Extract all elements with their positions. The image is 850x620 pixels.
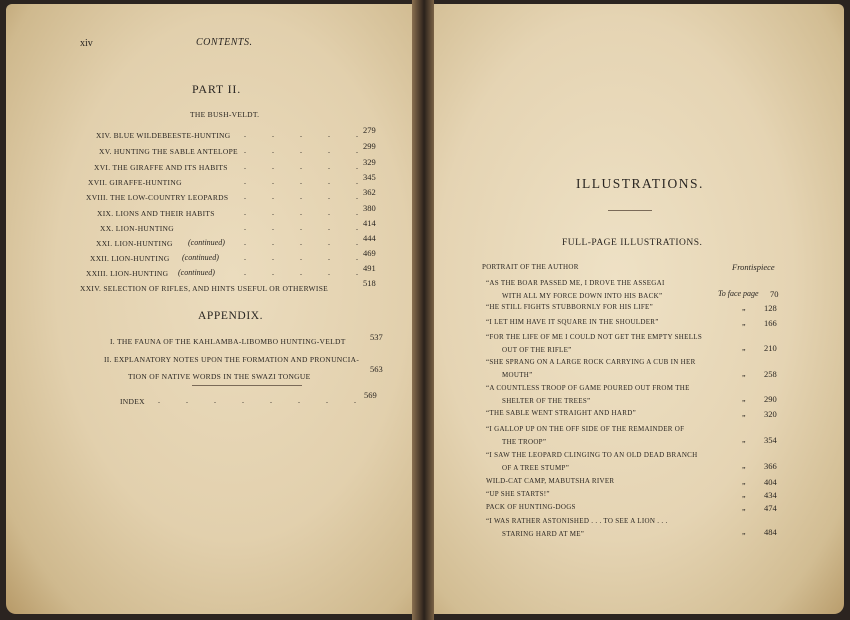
index-label: INDEX (120, 397, 145, 406)
illustration-page: 474 (764, 503, 777, 513)
page-number: xiv (80, 38, 93, 49)
contents-page: 491 (363, 263, 376, 273)
ditto-mark: „ (742, 409, 746, 418)
ditto-mark: „ (742, 490, 746, 499)
part-heading: PART II. (192, 82, 242, 96)
ditto-mark: „ (742, 303, 746, 312)
illustration-caption: “AS THE BOAR PASSED ME, I DROVE THE ASSEGAI (486, 279, 665, 287)
illustration-page: 484 (764, 527, 777, 537)
contents-label: XIX. LIONS AND THEIR HABITS (97, 209, 215, 218)
index-page: 569 (364, 390, 377, 400)
illustration-caption: PORTRAIT OF THE AUTHOR (482, 263, 579, 271)
divider-rule (192, 385, 302, 386)
ditto-mark: „ (742, 369, 746, 378)
contents-page: 469 (363, 248, 376, 258)
illustrations-title: ILLUSTRATIONS. (576, 176, 704, 191)
illustration-page: 166 (764, 318, 777, 328)
ditto-mark: „ (742, 394, 746, 403)
contents-page: 380 (363, 203, 376, 213)
illustration-caption: “I GALLOP UP ON THE OFF SIDE OF THE REMAINDER OF (486, 425, 685, 433)
contents-page: 444 (363, 233, 376, 243)
index-leader: . . . . . . . . (158, 396, 368, 405)
ditto-mark: „ (742, 435, 746, 444)
contents-page: 279 (363, 125, 376, 135)
contents-label: XXI. LION-HUNTING (96, 239, 173, 248)
contents-label: XVIII. THE LOW-COUNTRY LEOPARDS (86, 193, 229, 202)
illustration-caption: “A COUNTLESS TROOP OF GAME POURED OUT FROM THE (486, 384, 690, 392)
contents-leader: . . . . . (244, 238, 370, 247)
ditto-mark: „ (742, 477, 746, 486)
part-subtitle: THE BUSH-VELDT. (190, 110, 260, 119)
contents-leader: . . . . . (244, 177, 370, 186)
illustration-caption: “UP SHE STARTS!” (486, 490, 550, 498)
illustration-page: 290 (764, 394, 777, 404)
ditto-mark: „ (742, 318, 746, 327)
contents-leader: . . . . . (244, 223, 370, 232)
illustration-caption-cont: MOUTH” (502, 371, 533, 379)
contents-label: XVI. THE GIRAFFE AND ITS HABITS (94, 163, 228, 172)
contents-page: 329 (363, 157, 376, 167)
contents-note: (continued) (188, 238, 225, 247)
illustration-page: Frontispiece (732, 262, 775, 272)
illustrations-subtitle: FULL-PAGE ILLUSTRATIONS. (562, 238, 703, 248)
ditto-mark: „ (742, 461, 746, 470)
contents-label: XXIV. SELECTION OF RIFLES, AND HINTS USEFUL OR OTHERWISE (80, 284, 329, 293)
illustration-caption: “HE STILL FIGHTS STUBBORNLY FOR HIS LIFE” (486, 303, 654, 311)
illustration-page-prefix: To face page (718, 289, 759, 298)
contents-page: 299 (363, 141, 376, 151)
ditto-mark: „ (742, 527, 746, 536)
ditto-mark: „ (742, 343, 746, 352)
title-rule (608, 210, 652, 211)
contents-note: (continued) (182, 253, 219, 262)
illustration-caption: “FOR THE LIFE OF ME I COULD NOT GET THE EMPTY SHELLS (486, 333, 703, 341)
illustration-caption-cont: SHELTER OF THE TREES” (502, 397, 591, 405)
contents-leader: . . . . . (244, 253, 370, 262)
illustration-caption-cont: WITH ALL MY FORCE DOWN INTO HIS BACK” (502, 292, 663, 300)
contents-note: (continued) (178, 268, 215, 277)
illustration-page: 210 (764, 343, 777, 353)
contents-page: 414 (363, 218, 376, 228)
contents-leader: . . . . . (244, 192, 370, 201)
illustration-caption: “SHE SPRANG ON A LARGE ROCK CARRYING A CUB IN HER (486, 358, 696, 366)
contents-label: XXII. LION-HUNTING (90, 254, 170, 263)
contents-page: 518 (363, 278, 376, 288)
illustration-caption: “I SAW THE LEOPARD CLINGING TO AN OLD DEAD BRANCH (486, 451, 698, 459)
contents-page: 362 (363, 187, 376, 197)
illustration-caption: “THE SABLE WENT STRAIGHT AND HARD” (486, 409, 636, 417)
illustration-caption: “I LET HIM HAVE IT SQUARE IN THE SHOULDER” (486, 318, 659, 326)
contents-leader: . . . . . (244, 208, 370, 217)
appendix-heading: APPENDIX. (198, 310, 264, 322)
illustration-caption-cont: STARING HARD AT ME” (502, 530, 585, 538)
illustration-page: 70 (770, 289, 779, 299)
illustration-caption-cont: OF A TREE STUMP” (502, 464, 570, 472)
contents-leader: . . . . . (244, 146, 370, 155)
illustration-caption: “I WAS RATHER ASTONISHED . . . TO SEE A LION . . . (486, 517, 668, 525)
illustration-page: 404 (764, 477, 777, 487)
illustration-page: 128 (764, 303, 777, 313)
contents-label: XVII. GIRAFFE-HUNTING (88, 178, 182, 187)
illustration-caption: WILD-CAT CAMP, MABUTSHA RIVER (486, 477, 615, 485)
contents-label: XX. LION-HUNTING (100, 224, 174, 233)
contents-leader: . . . . . (244, 268, 370, 277)
book-gutter (412, 0, 434, 620)
illustration-page: 320 (764, 409, 777, 419)
ditto-mark: „ (742, 503, 746, 512)
illustration-caption-cont: THE TROOP” (502, 438, 547, 446)
contents-leader: . . . . . (244, 162, 370, 171)
illustration-caption-cont: OUT OF THE RIFLE” (502, 346, 572, 354)
illustration-caption: PACK OF HUNTING-DOGS (486, 503, 576, 511)
appendix-label: II. EXPLANATORY NOTES UPON THE FORMATION AND PRONUNCIA- (104, 355, 360, 364)
running-head: CONTENTS. (196, 37, 253, 48)
illustration-page: 258 (764, 369, 777, 379)
appendix-label-cont: TION OF NATIVE WORDS IN THE SWAZI TONGUE (128, 372, 311, 381)
contents-label: XXIII. LION-HUNTING (86, 269, 169, 278)
contents-leader: . . . . . (244, 130, 370, 139)
contents-page: 345 (363, 172, 376, 182)
appendix-page: 537 (370, 332, 383, 342)
contents-label: XV. HUNTING THE SABLE ANTELOPE (99, 147, 238, 156)
contents-label: XIV. BLUE WILDEBEESTE-HUNTING (96, 131, 231, 140)
left-page (6, 4, 418, 614)
appendix-label: I. THE FAUNA OF THE KAHLAMBA-LIBOMBO HUNTING-VELDT (110, 337, 346, 346)
appendix-page: 563 (370, 364, 383, 374)
right-page (428, 4, 844, 614)
illustration-page: 366 (764, 461, 777, 471)
illustration-page: 434 (764, 490, 777, 500)
illustration-page: 354 (764, 435, 777, 445)
